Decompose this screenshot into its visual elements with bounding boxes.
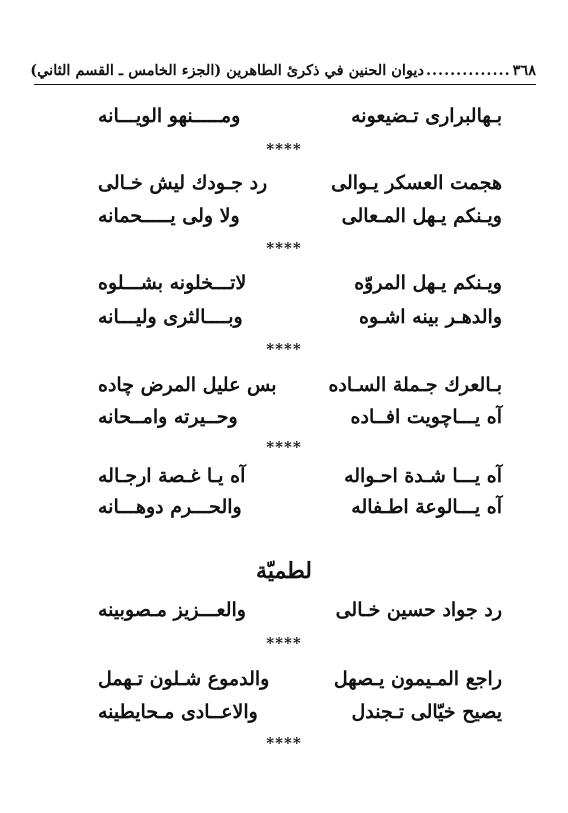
verse-second-hemistich: آه يـا غـصة ارجـاله [98,465,246,487]
verse-second-hemistich: والعـــزيز مـصوبينه [98,599,246,621]
verse-first-hemistich: يصيح خيّالى تـجندل [351,701,502,723]
verse-first-hemistich: آه يـــالوعة اطـفاله [351,496,502,518]
stanza-separator: **** [266,239,302,257]
verse-second-hemistich: والاعــادى مـحايطينه [98,701,258,723]
verse-first-hemistich: راجع المـيمون يـصهل [333,668,502,690]
verse-second-hemistich: رد جـودك ليش خـالى [98,172,268,194]
running-header [30,58,536,85]
verse-line [60,664,508,694]
verse-line [60,461,508,491]
verse-line [60,268,508,298]
verse-first-hemistich: رد جواد حسين خـالى [335,599,502,621]
verse-first-hemistich: هجمت العسكر يـوالى [331,172,502,194]
verse-second-hemistich: والحـــرم دوهـــانه [98,496,242,518]
section-title: لطميّة [256,558,312,584]
verse-second-hemistich: ولا ولى يـــــحمانه [98,205,240,227]
verse-first-hemistich: ويـنكم يـهل المـعالى [341,205,502,227]
header-dots: .............. [425,62,511,79]
verse-first-hemistich: ويـنكم يـهل المروّه [354,272,502,294]
stanza-separator: **** [266,438,302,456]
verse-line [60,595,508,625]
verse-second-hemistich: وحــيرته وامــحانه [98,406,238,428]
verse-line [60,492,508,522]
verse-line [60,697,508,727]
verse-second-hemistich: بس عليل المرض چاده [98,374,277,396]
verse-line [60,302,508,332]
verse-second-hemistich: لاتـــخلونه بشـــلوه [98,272,247,294]
page-number: ٣٦٨ [512,62,536,79]
verse-line [60,370,508,400]
verse-second-hemistich: ومـــــنهو الويـــانه [98,105,241,127]
verse-second-hemistich: والدموع شـلون تـهمل [98,668,270,690]
verse-first-hemistich: بـهالبرارى تـضيعونه [351,105,502,127]
verse-first-hemistich: بـالعرك جـملة السـاده [328,374,502,396]
verse-line [60,201,508,231]
verse-first-hemistich: آه يـــا شـدة احـواله [344,465,502,487]
stanza-separator: **** [266,340,302,358]
stanza-separator: **** [266,734,302,752]
verse-first-hemistich: آه يـــاچويت افــاده [350,406,502,428]
book-title: ديوان الحنين في ذكرئ الطاهرين (الجزء الخامس ـ القسم الثاني) [30,62,424,79]
verse-line [60,101,508,131]
stanza-separator: **** [266,140,302,158]
verse-second-hemistich: وبــــالثرى وليـــانه [98,306,243,328]
verse-line [60,168,508,198]
verse-first-hemistich: والدهـر بينه اشـوه [359,306,502,328]
verse-line [60,402,508,432]
stanza-separator: **** [266,634,302,652]
